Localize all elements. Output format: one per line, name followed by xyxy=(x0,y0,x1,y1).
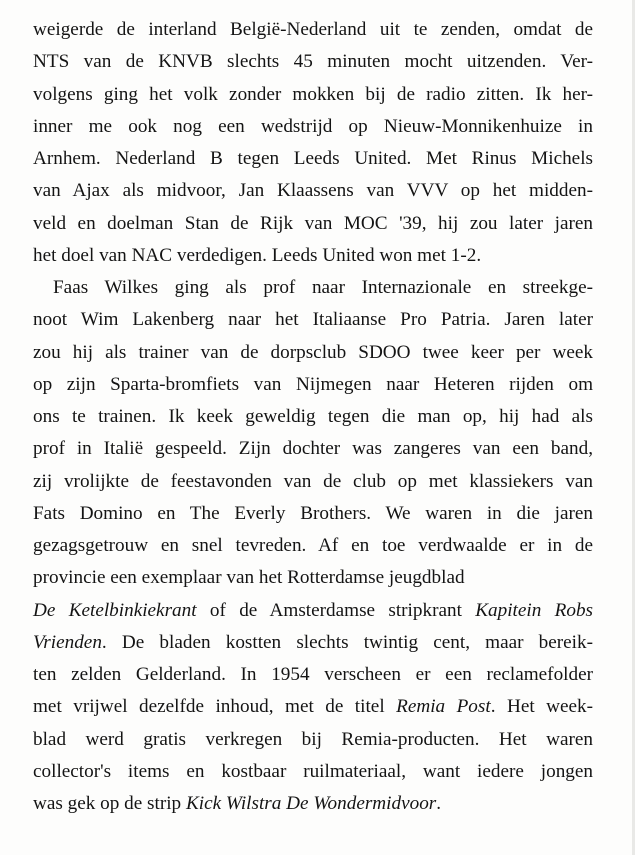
text-line: inner me ook nog een wedstrijd op Nieuw-Monnikenhuize in xyxy=(33,115,593,137)
text-run: was gek op de strip xyxy=(33,793,186,814)
text-run: . De bladen kostten slechts twintig cent, maar bereik- xyxy=(101,631,593,653)
text-line: veld en doelman Stan de Rijk van MOC '39, hij zou later jaren xyxy=(33,212,593,234)
text-line: van Ajax als midvoor, Jan Klaassens van VVV op het midden- xyxy=(33,180,593,202)
paragraph xyxy=(33,272,593,820)
text-run: of de Amsterdamse stripkrant xyxy=(196,599,476,621)
text-line: prof in Italië gespeeld. Zijn dochter was zangeres van een band, xyxy=(33,438,593,460)
text-line: Fats Domino en The Everly Brothers. We waren in die jaren xyxy=(33,502,593,524)
text-line: provincie een exemplaar van het Rotterdamse jeugdblad xyxy=(33,567,465,589)
text-line: Arnhem. Nederland B tegen Leeds United. Met Rinus Michels xyxy=(33,148,593,169)
text-line: collector's items en kostbaar ruilmateriaal, want iedere jongen xyxy=(33,760,593,782)
text-line: gezagsgetrouw en snel tevreden. Af en toe verdwaalde er in de xyxy=(33,535,593,556)
italic-title: Kapitein Robs xyxy=(475,599,594,621)
text-run: . Het week- xyxy=(490,696,593,718)
text-line: het doel van NAC verdedigen. Leeds United won met 1-2. xyxy=(33,244,482,266)
text-line xyxy=(33,788,593,820)
text-line: zou hij als trainer van de dorpsclub SDOO twee keer per week xyxy=(33,341,593,363)
text-line xyxy=(33,691,593,723)
italic-title: Remia Post xyxy=(396,696,491,718)
text-line: NTS van de KNVB slechts 45 minuten mocht uitzenden. Ver- xyxy=(33,51,593,73)
text-line: zij vrolijkte de feestavonden van de club op met klassiekers van xyxy=(33,470,593,492)
body-text xyxy=(33,14,593,820)
text-line: noot Wim Lakenberg naar het Italiaanse Pro Patria. Jaren later xyxy=(33,309,593,331)
text-line: blad werd gratis verkregen bij Remia-producten. Het waren xyxy=(33,728,593,750)
text-line xyxy=(33,595,593,627)
text-line: weigerde de interland België-Nederland uit te zenden, omdat de xyxy=(33,19,593,40)
italic-title: De Ketelbinkiekrant xyxy=(33,599,197,621)
text-line: op zijn Sparta-bromfiets van Nijmegen naar Heteren rijden om xyxy=(33,373,593,395)
italic-title: Kick Wilstra De Wondermidvoor xyxy=(185,793,437,814)
text-line: ten zelden Gelderland. In 1954 verscheen er een reclamefolder xyxy=(33,664,593,685)
paragraph xyxy=(33,14,593,272)
text-run: met vrijwel dezelfde inhoud, met de titel xyxy=(33,696,397,718)
text-line: ons te trainen. Ik keek geweldig tegen die man op, hij had als xyxy=(33,406,593,427)
text-run: . xyxy=(436,793,442,814)
italic-title: Vrienden xyxy=(33,631,102,653)
text-line: Faas Wilkes ging als prof naar Internazionale en streekge- xyxy=(53,277,593,298)
text-line xyxy=(33,627,593,659)
text-line: volgens ging het volk zonder mokken bij de radio zitten. Ik her- xyxy=(33,83,593,105)
